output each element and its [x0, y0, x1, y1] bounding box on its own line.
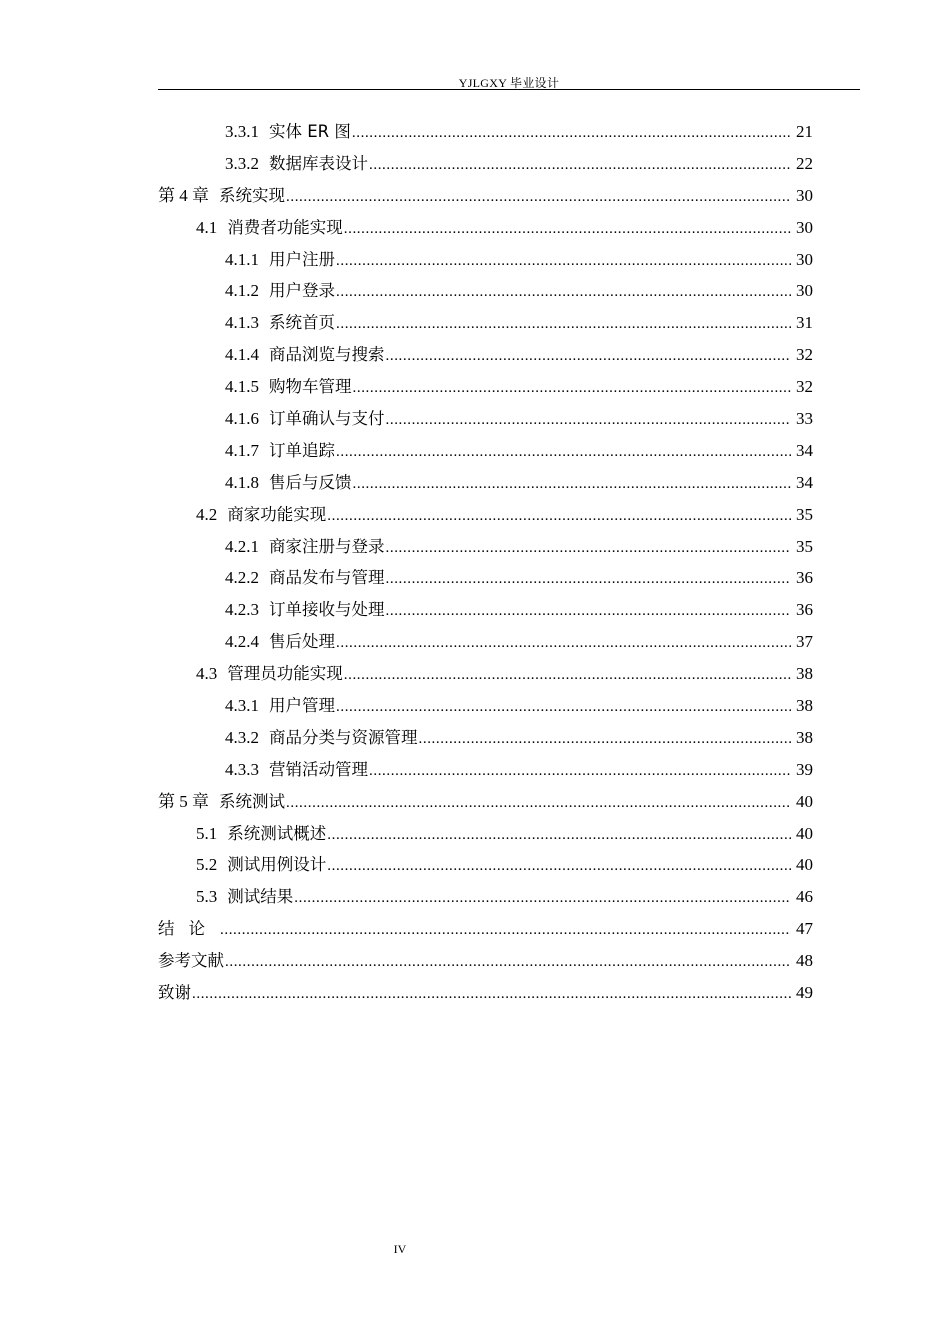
toc-entry[interactable] [158, 562, 813, 594]
toc-entry-page: 39 [796, 759, 813, 779]
toc-leader-dots [225, 947, 791, 979]
toc-leader-dots [192, 979, 791, 1011]
toc-entry-title: 商品分类与资源管理 [269, 727, 418, 747]
toc-entry-number: 4.1.5 [225, 377, 259, 397]
toc-entry-number: 4.1.4 [225, 345, 259, 365]
toc-entry[interactable] [158, 435, 813, 467]
toc-entry-title: 营销活动管理 [269, 759, 368, 779]
toc-entry[interactable] [158, 594, 813, 626]
toc-entry-page: 38 [796, 664, 813, 684]
toc-entry-page: 22 [796, 153, 813, 173]
toc-entry-page: 47 [796, 919, 813, 939]
toc-leader-dots [369, 756, 791, 788]
toc-entry-page: 35 [796, 504, 813, 524]
toc-entry[interactable] [158, 945, 813, 977]
toc-entry-page: 40 [796, 855, 813, 875]
toc-entry-number: 4.3.1 [225, 696, 259, 716]
toc-leader-dots [336, 692, 791, 724]
toc-entry-page: 30 [796, 185, 813, 205]
toc-entry[interactable] [158, 881, 813, 913]
toc-entry-number: 4.1 [196, 217, 218, 237]
toc-entry-number: 3.3.2 [225, 153, 259, 173]
toc-entry[interactable] [158, 339, 813, 371]
toc-leader-dots [386, 596, 792, 628]
toc-entry[interactable] [158, 371, 813, 403]
header-rule [158, 89, 860, 90]
toc-entry-title: 用户注册 [269, 249, 335, 269]
toc-entry-number: 4.1.6 [225, 409, 259, 429]
toc-leader-dots [386, 533, 792, 565]
toc-leader-dots [327, 820, 791, 852]
toc-entry[interactable] [158, 275, 813, 307]
toc-entry-title: 商家注册与登录 [269, 536, 385, 556]
toc-entry-title: 消费者功能实现 [227, 217, 343, 237]
toc-entry[interactable] [158, 722, 813, 754]
toc-entry-title: 系统测试概述 [227, 823, 327, 843]
toc-entry-number: 4.3.2 [225, 727, 259, 747]
toc-entry-page: 30 [796, 281, 813, 301]
toc-entry[interactable] [158, 403, 813, 435]
toc-leader-dots [336, 437, 791, 469]
toc-entry[interactable] [158, 977, 813, 1009]
toc-entry-title: 售后与反馈 [269, 472, 352, 492]
toc-entry-number: 4.1.2 [225, 281, 259, 301]
toc-entry-number: 4.3 [196, 664, 218, 684]
toc-entry-number: 第 5 章 [158, 791, 209, 811]
toc-entry-number: 4.2.2 [225, 568, 259, 588]
toc-entry-title: 管理员功能实现 [227, 664, 343, 684]
toc-entry[interactable] [158, 307, 813, 339]
toc-entry-title: 系统实现 [219, 185, 285, 205]
toc-entry-number: 4.1.1 [225, 249, 259, 269]
toc-leader-dots [294, 883, 791, 915]
toc-entry-title: 商品浏览与搜索 [269, 345, 385, 365]
toc-entry-number: 4.2.4 [225, 632, 259, 652]
toc-entry-title: 致谢 [158, 983, 191, 1003]
toc-entry[interactable] [158, 116, 813, 148]
toc-leader-dots [353, 373, 792, 405]
toc-entry-title: 参考文献 [158, 951, 224, 971]
toc-entry-number: 4.3.3 [225, 759, 259, 779]
page-number: IV [393, 1242, 407, 1256]
table-of-contents [158, 116, 813, 1009]
toc-entry-page: 21 [796, 122, 813, 141]
toc-entry-number: 3.3.1 [225, 122, 259, 141]
toc-entry-page: 32 [796, 345, 813, 365]
toc-entry-number: 4.1.3 [225, 313, 259, 333]
toc-entry-page: 48 [796, 951, 813, 971]
toc-entry-title: 订单确认与支付 [269, 409, 385, 429]
toc-entry-title: 结论 [158, 919, 219, 939]
toc-entry-page: 36 [796, 568, 813, 588]
toc-leader-dots [386, 564, 792, 596]
toc-entry[interactable] [158, 849, 813, 881]
toc-entry[interactable] [158, 499, 813, 531]
toc-leader-dots [336, 309, 791, 341]
toc-entry-number: 4.1.7 [225, 440, 259, 460]
toc-entry-page: 34 [796, 440, 813, 460]
toc-entry[interactable] [158, 754, 813, 786]
toc-entry[interactable] [158, 244, 813, 276]
toc-entry-page: 40 [796, 823, 813, 843]
toc-entry[interactable] [158, 913, 813, 945]
toc-entry-number: 5.3 [196, 887, 218, 907]
toc-entry-number: 4.2 [196, 504, 218, 524]
toc-entry-page: 30 [796, 249, 813, 269]
toc-leader-dots [344, 214, 791, 246]
toc-leader-dots [336, 246, 791, 278]
toc-leader-dots [386, 405, 792, 437]
toc-entry-page: 38 [796, 696, 813, 716]
toc-entry-number: 5.1 [196, 823, 218, 843]
toc-entry-page: 34 [796, 472, 813, 492]
toc-leader-dots [369, 150, 791, 182]
toc-entry-page: 31 [796, 313, 813, 333]
toc-entry[interactable] [158, 212, 813, 244]
toc-leader-dots [419, 724, 792, 756]
toc-entry[interactable] [158, 690, 813, 722]
toc-entry-title: 商品发布与管理 [269, 568, 385, 588]
toc-leader-dots [336, 277, 791, 309]
toc-entry-page: 30 [796, 217, 813, 237]
toc-entry-title: 数据库表设计 [269, 153, 368, 173]
page-header: YJLGXY 毕业设计 [458, 76, 560, 90]
toc-entry-title: 系统首页 [269, 313, 335, 333]
toc-entry-title: 售后处理 [269, 632, 335, 652]
toc-leader-dots [220, 915, 791, 947]
toc-entry[interactable] [158, 531, 813, 563]
toc-entry-number: 第 4 章 [158, 185, 209, 205]
toc-entry-page: 38 [796, 727, 813, 747]
toc-entry-page: 35 [796, 536, 813, 556]
toc-leader-dots [336, 628, 791, 660]
toc-entry[interactable] [158, 626, 813, 658]
toc-entry-number: 4.1.8 [225, 472, 259, 492]
toc-entry-title: 购物车管理 [269, 377, 352, 397]
toc-leader-dots [286, 788, 791, 820]
toc-entry-title: 系统测试 [219, 791, 285, 811]
toc-entry-page: 33 [796, 409, 813, 429]
toc-entry-title: 订单追踪 [269, 440, 335, 460]
toc-leader-dots [344, 660, 791, 692]
toc-leader-dots [327, 501, 791, 533]
toc-entry-page: 37 [796, 632, 813, 652]
toc-leader-dots [353, 469, 792, 501]
toc-entry-page: 46 [796, 887, 813, 907]
toc-entry-page: 32 [796, 377, 813, 397]
toc-entry-page: 36 [796, 600, 813, 620]
toc-entry-number: 4.2.1 [225, 536, 259, 556]
toc-entry-page: 49 [796, 983, 813, 1003]
toc-entry[interactable] [158, 658, 813, 690]
toc-leader-dots [352, 118, 791, 150]
toc-leader-dots [386, 341, 792, 373]
toc-entry[interactable] [158, 786, 813, 818]
toc-entry[interactable] [158, 180, 813, 212]
toc-entry-title: 测试结果 [227, 887, 294, 907]
toc-entry-page: 40 [796, 791, 813, 811]
toc-entry-title: 用户登录 [269, 281, 335, 301]
toc-entry-title: 用户管理 [269, 696, 335, 716]
toc-leader-dots [286, 182, 791, 214]
toc-entry-title: 商家功能实现 [227, 504, 327, 524]
toc-entry-title: 订单接收与处理 [269, 600, 385, 620]
toc-entry-title: 测试用例设计 [227, 855, 327, 875]
toc-entry[interactable] [158, 818, 813, 850]
toc-entry-title: 实体 ER 图 [269, 122, 351, 141]
toc-entry[interactable] [158, 148, 813, 180]
toc-leader-dots [327, 851, 791, 883]
toc-entry[interactable] [158, 467, 813, 499]
toc-entry-number: 5.2 [196, 855, 218, 875]
toc-entry-number: 4.2.3 [225, 600, 259, 620]
